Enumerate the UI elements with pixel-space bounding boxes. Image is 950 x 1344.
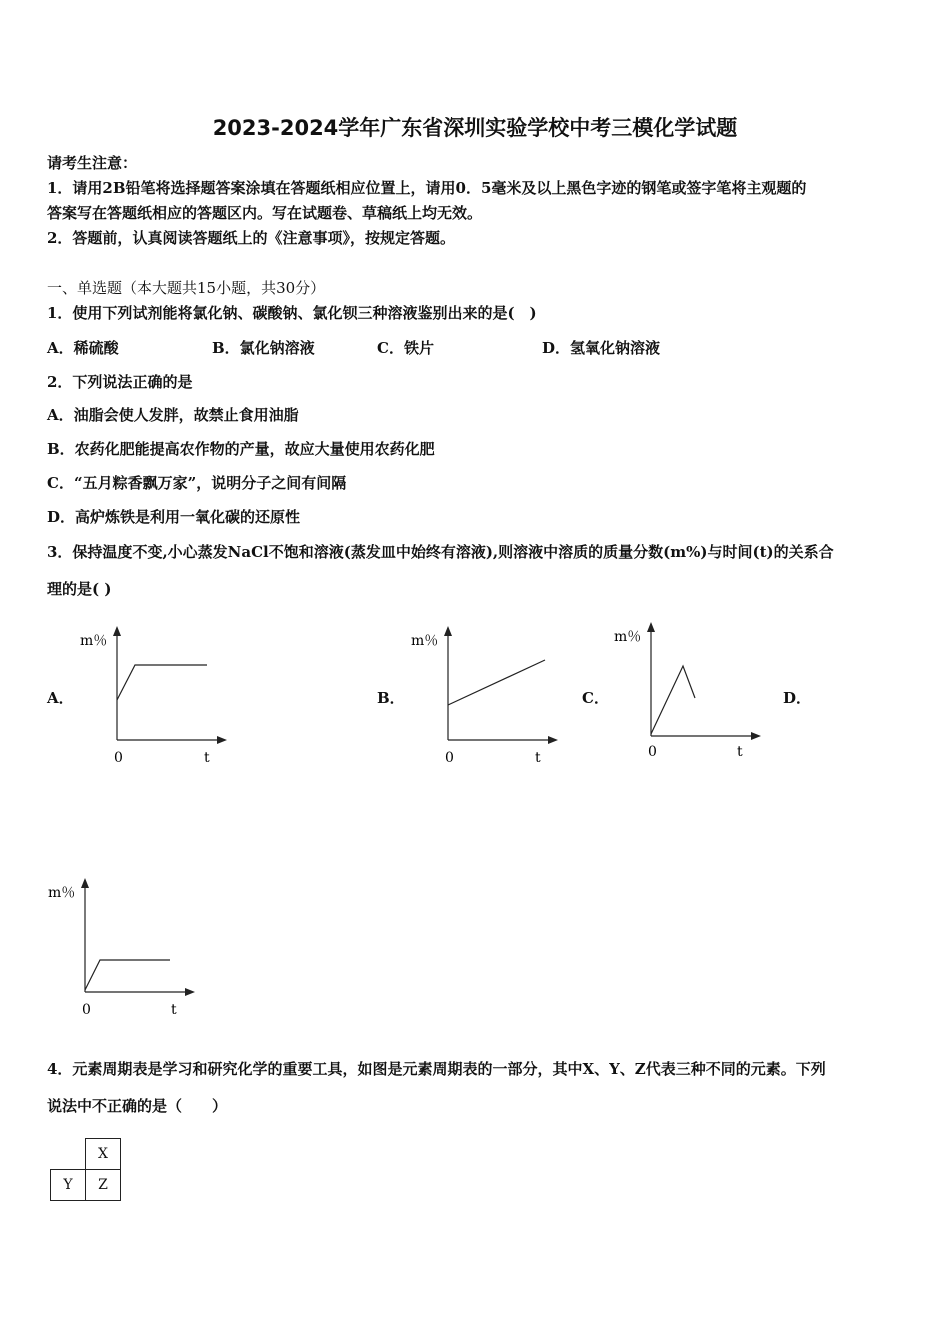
y-label: m％ bbox=[614, 629, 642, 645]
q2-option-d: D．高炉炼铁是利用一氧化碳的还原性 bbox=[47, 508, 301, 526]
x-axis-arrow bbox=[185, 988, 195, 996]
q3-option-a-label: A． bbox=[47, 689, 74, 707]
pt-cell-z: Z bbox=[86, 1170, 121, 1201]
x-label: t bbox=[204, 750, 210, 766]
origin-label: 0 bbox=[82, 1002, 91, 1018]
q3-stem-line1: 3．保持温度不变,小心蒸发NaCl不饱和溶液(蒸发皿中始终有溶液),则溶液中溶质的质量分数(m%)与时间(t)的关系合 bbox=[47, 543, 834, 561]
q1-stem: 1．使用下列试剂能将氯化钠、碳酸钠、氯化钡三种溶液鉴别出来的是( ) bbox=[47, 304, 537, 322]
q3-option-b-label: B． bbox=[377, 689, 405, 707]
notice-item1-line2: 答案写在答题纸相应的答题区内。写在试题卷、草稿纸上均无效。 bbox=[47, 204, 483, 222]
y-label: m％ bbox=[48, 885, 76, 901]
q1-option-a: A．稀硫酸 bbox=[47, 339, 119, 357]
y-axis-arrow bbox=[444, 626, 452, 636]
origin-label: 0 bbox=[648, 744, 657, 760]
pt-cell-y: Y bbox=[51, 1170, 86, 1201]
page-title: 2023-2024学年广东省深圳实验学校中考三模化学试题 bbox=[212, 116, 738, 140]
q3-option-d-label: D． bbox=[783, 689, 812, 707]
y-label: m％ bbox=[80, 633, 108, 649]
notice-item1-line1: 1．请用2B铅笔将选择题答案涂填在答题纸相应位置上，请用0．5毫米及以上黑色字迹的钢笔或签字笔将主观题的 bbox=[47, 179, 807, 197]
y-axis-arrow bbox=[647, 622, 655, 632]
curve bbox=[448, 660, 545, 705]
curve bbox=[117, 665, 207, 700]
curve bbox=[651, 666, 695, 734]
q1-option-d: D．氢氧化钠溶液 bbox=[542, 339, 661, 357]
y-axis-arrow bbox=[113, 626, 121, 636]
periodic-table-fragment bbox=[50, 1138, 121, 1201]
origin-label: 0 bbox=[114, 750, 123, 766]
x-label: t bbox=[737, 744, 743, 760]
q4-stem-line1: 4．元素周期表是学习和研究化学的重要工具，如图是元素周期表的一部分，其中X、Y、Z代表三种不同的元素。下列 bbox=[47, 1060, 826, 1078]
q3-stem-line2: 理的是( ) bbox=[47, 580, 112, 598]
q1-option-c: C．铁片 bbox=[377, 339, 434, 357]
graph-b bbox=[403, 620, 573, 770]
section1-heading: 一、单选题（本大题共15小题，共30分） bbox=[47, 279, 326, 297]
q4-stem-line2: 说法中不正确的是（ ） bbox=[47, 1097, 228, 1115]
q2-stem: 2．下列说法正确的是 bbox=[47, 373, 193, 391]
notice-item2: 2．答题前，认真阅读答题纸上的《注意事项》，按规定答题。 bbox=[47, 229, 455, 247]
q1-option-b: B．氯化钠溶液 bbox=[212, 339, 315, 357]
q2-option-c: C．“五月粽香飘万家”，说明分子之间有间隔 bbox=[47, 474, 347, 492]
x-axis-arrow bbox=[217, 736, 227, 744]
curve bbox=[85, 960, 170, 990]
graph-a bbox=[72, 620, 242, 770]
y-axis-arrow bbox=[81, 878, 89, 888]
x-label: t bbox=[171, 1002, 177, 1018]
q2-option-b: B．农药化肥能提高农作物的产量，故应大量使用农药化肥 bbox=[47, 440, 435, 458]
q3-option-c-label: C． bbox=[582, 689, 609, 707]
graph-c bbox=[606, 616, 776, 766]
origin-label: 0 bbox=[445, 750, 454, 766]
notice-heading: 请考生注意： bbox=[47, 154, 138, 172]
pt-cell-x: X bbox=[86, 1139, 121, 1170]
x-axis-arrow bbox=[751, 732, 761, 740]
y-label: m％ bbox=[411, 633, 439, 649]
x-label: t bbox=[535, 750, 541, 766]
graph-d bbox=[40, 872, 210, 1022]
q2-option-a: A．油脂会使人发胖，故禁止食用油脂 bbox=[47, 406, 299, 424]
pt-empty-cell bbox=[51, 1139, 86, 1170]
x-axis-arrow bbox=[548, 736, 558, 744]
